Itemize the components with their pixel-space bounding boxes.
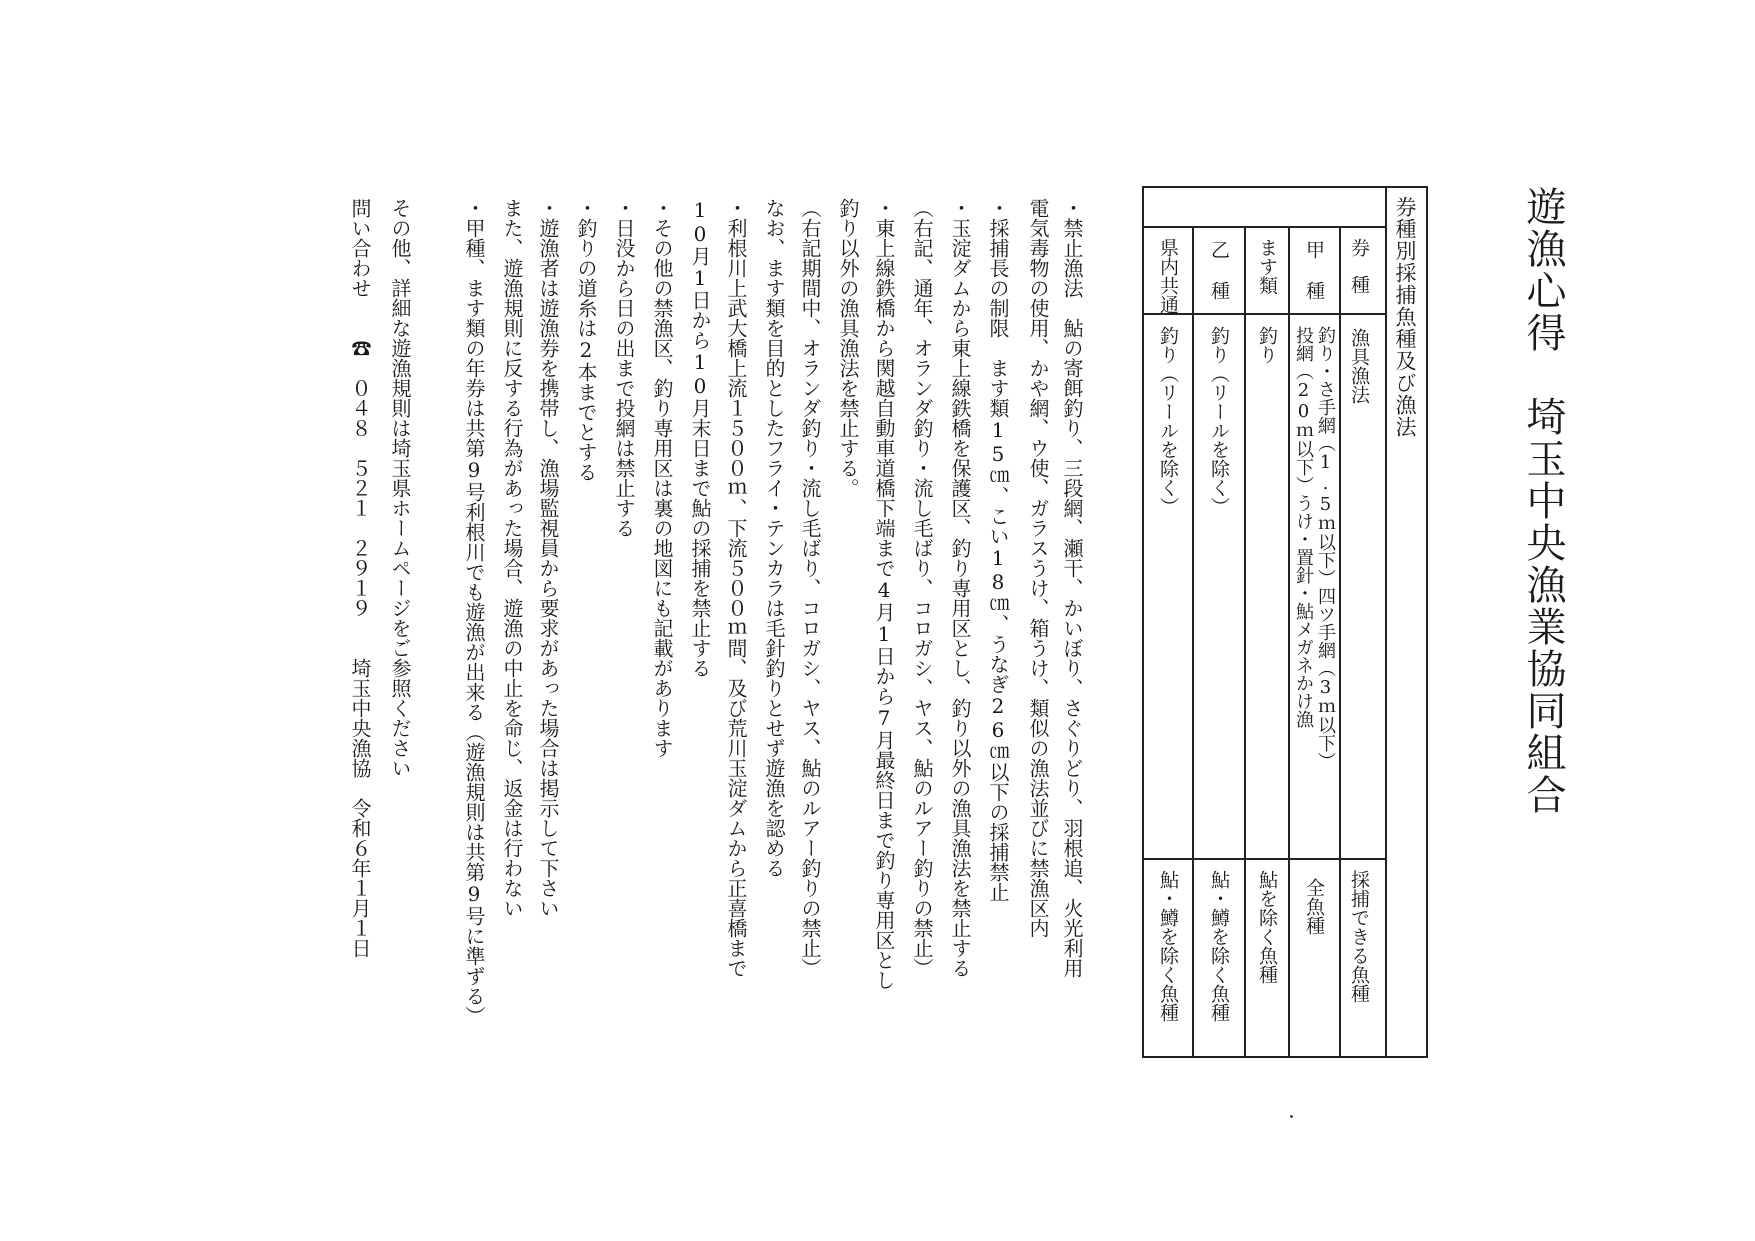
header-species: 採捕できる魚種 [1348,870,1370,1003]
rule-line-4: ・玉淀ダムから東上線鉄橋を保護区、釣り専用区とし、釣り以外の漁具漁法を禁止する [948,198,972,978]
header-ticket: 券種 [1348,238,1370,312]
row-kennai-ticket: 県内共通 [1157,238,1179,314]
rule-line-17: ・甲種、ます類の年券は共第9号利根川でも遊漁が出来る（遊漁規則は共第9号に準ずる） [462,198,486,1026]
row-kou-ticket: 甲種 [1303,240,1325,322]
issue-date: 令和６年１月１日 [348,798,372,958]
rule-line-12: ・その他の禁漁区、釣り専用区は裏の地図にも記載があります [650,198,674,758]
row-masu-method: 釣り [1256,326,1278,364]
rule-line-15: ・遊漁者は遊漁券を携帯し、漁場監視員から要求があった場合は掲示して下さい [536,198,560,918]
phone-number: ０４８ ５２１ ２９１９ [348,378,372,618]
rule-line-8: （右記期間中、オランダ釣り・流し毛ばり、コロガシ、ヤス、鮎のルアー釣りの禁止） [798,198,822,978]
rule-line-2: 電気毒物の使用、かや網、ウ使、ガラスうけ、箱うけ、類似の漁法並びに禁漁区内 [1026,198,1050,938]
org-name: 埼玉中央漁協 [348,658,372,778]
phone-icon: ☎ [348,338,372,358]
row-kennai-method: 釣り（リールを除く） [1157,326,1179,516]
row-kennai-species: 鮎・鱒を除く魚種 [1157,870,1179,1022]
header-method: 漁具漁法 [1348,328,1370,404]
scan-speck [1290,1115,1293,1118]
rule-line-6: ・東上線鉄橋から関越自動車道橋下端まで4月1日から7月最終日まで釣り専用区とし [872,198,896,990]
rule-line-11: 10月1日から10月末日まで鮎の採捕を禁止する [688,198,712,678]
rule-line-9: なお、ます類を目的としたフライ・テンカラは毛針釣りとせず遊漁を認める [762,198,786,878]
footer-contact [350,198,370,958]
rule-line-3: ・採捕長の制限 ます類15㎝、こい18㎝、うなぎ26㎝以下の採捕禁止 [986,198,1010,902]
row-otsu-ticket: 乙種 [1208,240,1230,322]
rule-line-16: また、遊漁規則に反する行為があった場合、遊漁の中止を命じ、返金は行わない [500,198,524,918]
row-kou-species: 全魚種 [1303,878,1325,935]
row-kou-method-1: 釣り・さ手網（1.5ｍ以下）四ツ手網（3ｍ以下） [1315,326,1336,770]
rule-line-14: ・釣りの道糸は2本までとする [574,198,598,482]
page-title: 遊漁心得 埼玉中央漁業協同組合 [1520,186,1566,816]
rule-line-13: ・日没から日の出まで投網は禁止する [612,198,636,538]
row-otsu-method: 釣り（リールを除く） [1208,326,1230,516]
row-masu-species: 鮎を除く魚種 [1256,870,1278,984]
rule-line-1: ・禁止漁法 鮎の寄餌釣り、三段網、瀬干、かいぼり、さぐりどり、羽根追、火光利用 [1060,198,1084,978]
ticket-species-table [1142,186,1428,1058]
rule-line-10: ・利根川上武大橋上流１５００ｍ、下流５００ｍ間、及び荒川玉淀ダムから正喜橋まで [724,198,748,978]
table-caption: 券種別採捕魚種及び漁法 [1393,196,1417,438]
row-otsu-species: 鮎・鱒を除く魚種 [1208,870,1230,1022]
row-kou-method-2: 投網（20ｍ以下）うけ・置針・鮎メガネかけ漁 [1293,326,1314,728]
rule-line-7: 釣り以外の漁具漁法を禁止する。 [836,198,860,498]
footer-note: その他、詳細な遊漁規則は埼玉県ホームページをご参照ください [388,198,412,778]
row-masu-ticket: ます類 [1256,238,1278,295]
rule-line-5: （右記、通年、オランダ釣り・流し毛ばり、コロガシ、ヤス、鮎のルアー釣りの禁止） [910,198,934,978]
contact-label: 問い合わせ [348,198,372,298]
